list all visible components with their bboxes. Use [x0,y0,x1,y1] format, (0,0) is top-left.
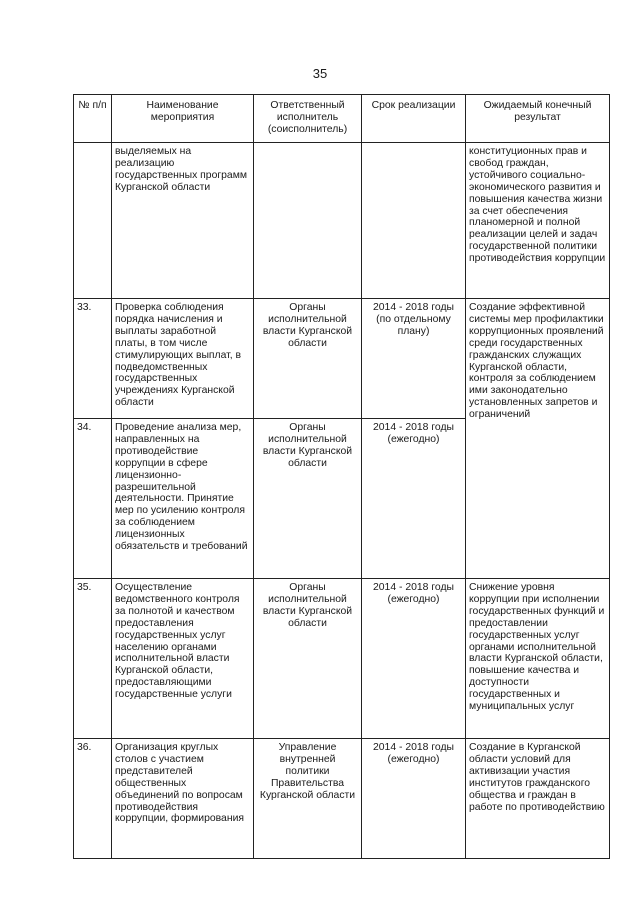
row-result: Снижение уровня коррупции при исполнении государственных функций и предоставлении государственных услуг органами исполнительной власти Курганской области, повышение качества и доступности государственных и муниципальных услуг [466,579,610,739]
header-executor: Ответственный исполнитель (соисполнитель) [254,95,362,143]
row-term [362,143,466,299]
header-num: № п/п [74,95,112,143]
row-name: Осуществление ведомственного контроля за полнотой и качеством предоставления государственных услуг населению органами исполнительной власти Курганской области, предоставляющими государственные услуги [112,579,254,739]
row-num: 33. [74,299,112,419]
page-number: 35 [312,66,328,81]
row-executor [254,143,362,299]
row-name: Организация круглых столов с участием представителей общественных объединений по вопросам противодействия коррупции, формирования [112,739,254,859]
row-executor: Органы исполнительной власти Курганской области [254,299,362,419]
row-executor: Органы исполнительной власти Курганской области [254,419,362,579]
row-num: 34. [74,419,112,579]
row-name: Проведение анализа мер, направленных на противодействие коррупции в сфере лицензионно-разрешительной деятельности. Принятие мер по усилению контроля за соблюдением лицензионных обязательств и требований [112,419,254,579]
row-result: конституционных прав и свобод граждан, устойчивого социально-экономического развития и повышения качества жизни за счет обеспечения планомерной и полной реализации целей и задач государственной политики противодействия коррупции [466,143,610,299]
row-executor: Органы исполнительной власти Курганской области [254,579,362,739]
row-result: Создание в Курганской области условий для активизации участия институтов гражданского общества и граждан в работе по противодействию [466,739,610,859]
table-header-row [74,95,610,143]
table-row [74,143,610,299]
table-row [74,299,610,419]
row-term: 2014 - 2018 годы (ежегодно) [362,419,466,579]
table-row [74,579,610,739]
row-name: Проверка соблюдения порядка начисления и выплаты заработной платы, в том числе стимулирующих выплат, в подведомственных государственных учреждениях Курганской области [112,299,254,419]
row-name: выделяемых на реализацию государственных программ Курганской области [112,143,254,299]
row-result: Создание эффективной системы мер профилактики коррупционных проявлений среди государственных гражданских служащих Курганской области, контроля за соблюдением ими законодательно установленных запретов и ограничений [466,299,610,579]
row-term: 2014 - 2018 годы (по отдельному плану) [362,299,466,419]
header-name: Наименование мероприятия [112,95,254,143]
header-result: Ожидаемый конечный результат [466,95,610,143]
header-term: Срок реализации [362,95,466,143]
action-plan-table [73,94,610,859]
row-term: 2014 - 2018 годы (ежегодно) [362,739,466,859]
row-num: 36. [74,739,112,859]
row-term: 2014 - 2018 годы (ежегодно) [362,579,466,739]
row-num [74,143,112,299]
table-row [74,739,610,859]
row-num: 35. [74,579,112,739]
row-executor: Управление внутренней политики Правительства Курганской области [254,739,362,859]
